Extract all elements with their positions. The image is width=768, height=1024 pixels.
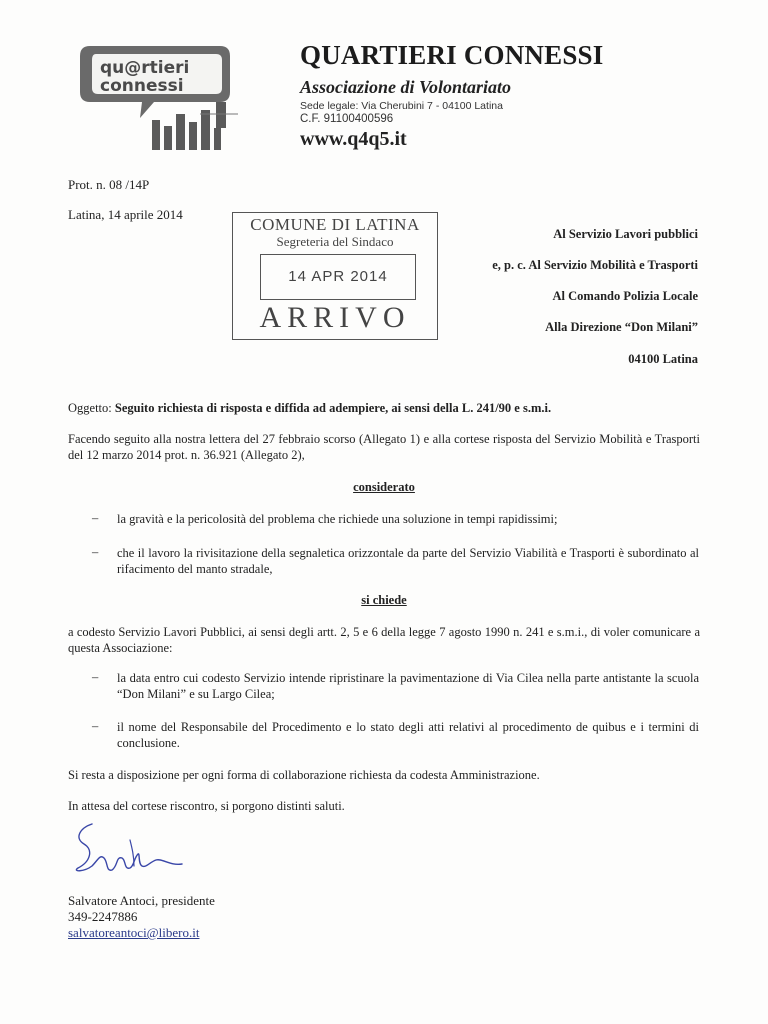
stamp-municipality: COMUNE DI LATINA — [250, 215, 420, 234]
sichiede-heading: si chiede — [361, 593, 407, 607]
association-logo — [70, 40, 240, 152]
signer-name: Salvatore Antoci, presidente — [68, 893, 215, 908]
stamp-date: 14 APR 2014 — [288, 268, 388, 285]
list-item: la gravità e la pericolosità del problema che richiede una soluzione in tempi rapidissimi; — [117, 512, 558, 526]
subject-line — [68, 400, 700, 416]
tax-code: C.F. 91100400596 — [300, 113, 394, 125]
list-item: la data entro cui codesto Servizio intende ripristinare la pavimentazione di Via Cilea nella parte antistante la scuola “Don Milani” e su Largo Cilea; — [117, 671, 699, 701]
stamp-label: ARRIVO — [259, 301, 411, 334]
arrival-stamp — [232, 212, 438, 340]
stamp-date-box — [260, 254, 416, 300]
list-dash: – — [92, 511, 99, 525]
list-dash: – — [92, 670, 99, 684]
closing-paragraph: Si resta a disposizione per ogni forma di collaborazione richiesta da codesta Amministrazione. — [68, 768, 540, 782]
list-dash: – — [92, 545, 99, 559]
signer-phone: 349-2247886 — [68, 909, 138, 924]
recipient-line: Al Comando Polizia Locale — [552, 289, 698, 303]
subject-text: Seguito richiesta di risposta e diffida ad adempiere, ai sensi della L. 241/90 e s.m.i. — [114, 401, 552, 415]
place-date: Latina, 14 aprile 2014 — [68, 207, 183, 222]
stamp-office: Segreteria del Sindaco — [276, 234, 394, 249]
registered-office: Sede legale: Via Cherubini 7 - 04100 Latina — [300, 100, 503, 112]
recipient-line: Alla Direzione “Don Milani” — [545, 320, 698, 334]
signer-email-link[interactable]: salvatoreantoci@libero.it — [68, 925, 200, 940]
website: www.q4q5.it — [300, 128, 407, 150]
association-name: QUARTIERI CONNESSI — [300, 40, 604, 70]
recipient-city: 04100 Latina — [628, 352, 698, 366]
handwritten-signature — [70, 818, 200, 886]
association-subtitle: Associazione di Volontariato — [300, 77, 512, 97]
logo-text-line2: connessi — [100, 76, 184, 96]
list-dash: – — [92, 719, 99, 733]
list-item: il nome del Responsabile del Procedimento e lo stato degli atti relativi al procedimento de quibus e i termini di conclusione. — [117, 720, 699, 750]
recipient-line: e, p. c. Al Servizio Mobilità e Trasporti — [492, 258, 698, 272]
logo-text-line1: qu@rtieri — [100, 58, 190, 78]
subject-label: Oggetto: — [68, 401, 112, 415]
intro-paragraph: Facendo seguito alla nostra lettera del 27 febbraio scorso (Allegato 1) e alla cortese risposta del Servizio Mobilità e Trasporti del 12 marzo 2014 prot. n. 36.921 (Allegato 2), — [68, 432, 700, 462]
considerato-heading: considerato — [353, 480, 415, 494]
request-paragraph: a codesto Servizio Lavori Pubblici, ai sensi degli artt. 2, 5 e 6 della legge 7 agosto 1990 n. 241 e s.m.i., di voler comunicare a questa Associazione: — [68, 625, 700, 655]
recipient-line: Al Servizio Lavori pubblici — [553, 227, 698, 241]
greeting-paragraph: In attesa del cortese riscontro, si porgono distinti saluti. — [68, 799, 345, 813]
protocol-number: Prot. n. 08 /14P — [68, 177, 150, 192]
list-item: che il lavoro la rivisitazione della segnaletica orizzontale da parte del Servizio Viabilità e Trasporti è subordinato al rifacimento del manto stradale, — [117, 546, 699, 576]
